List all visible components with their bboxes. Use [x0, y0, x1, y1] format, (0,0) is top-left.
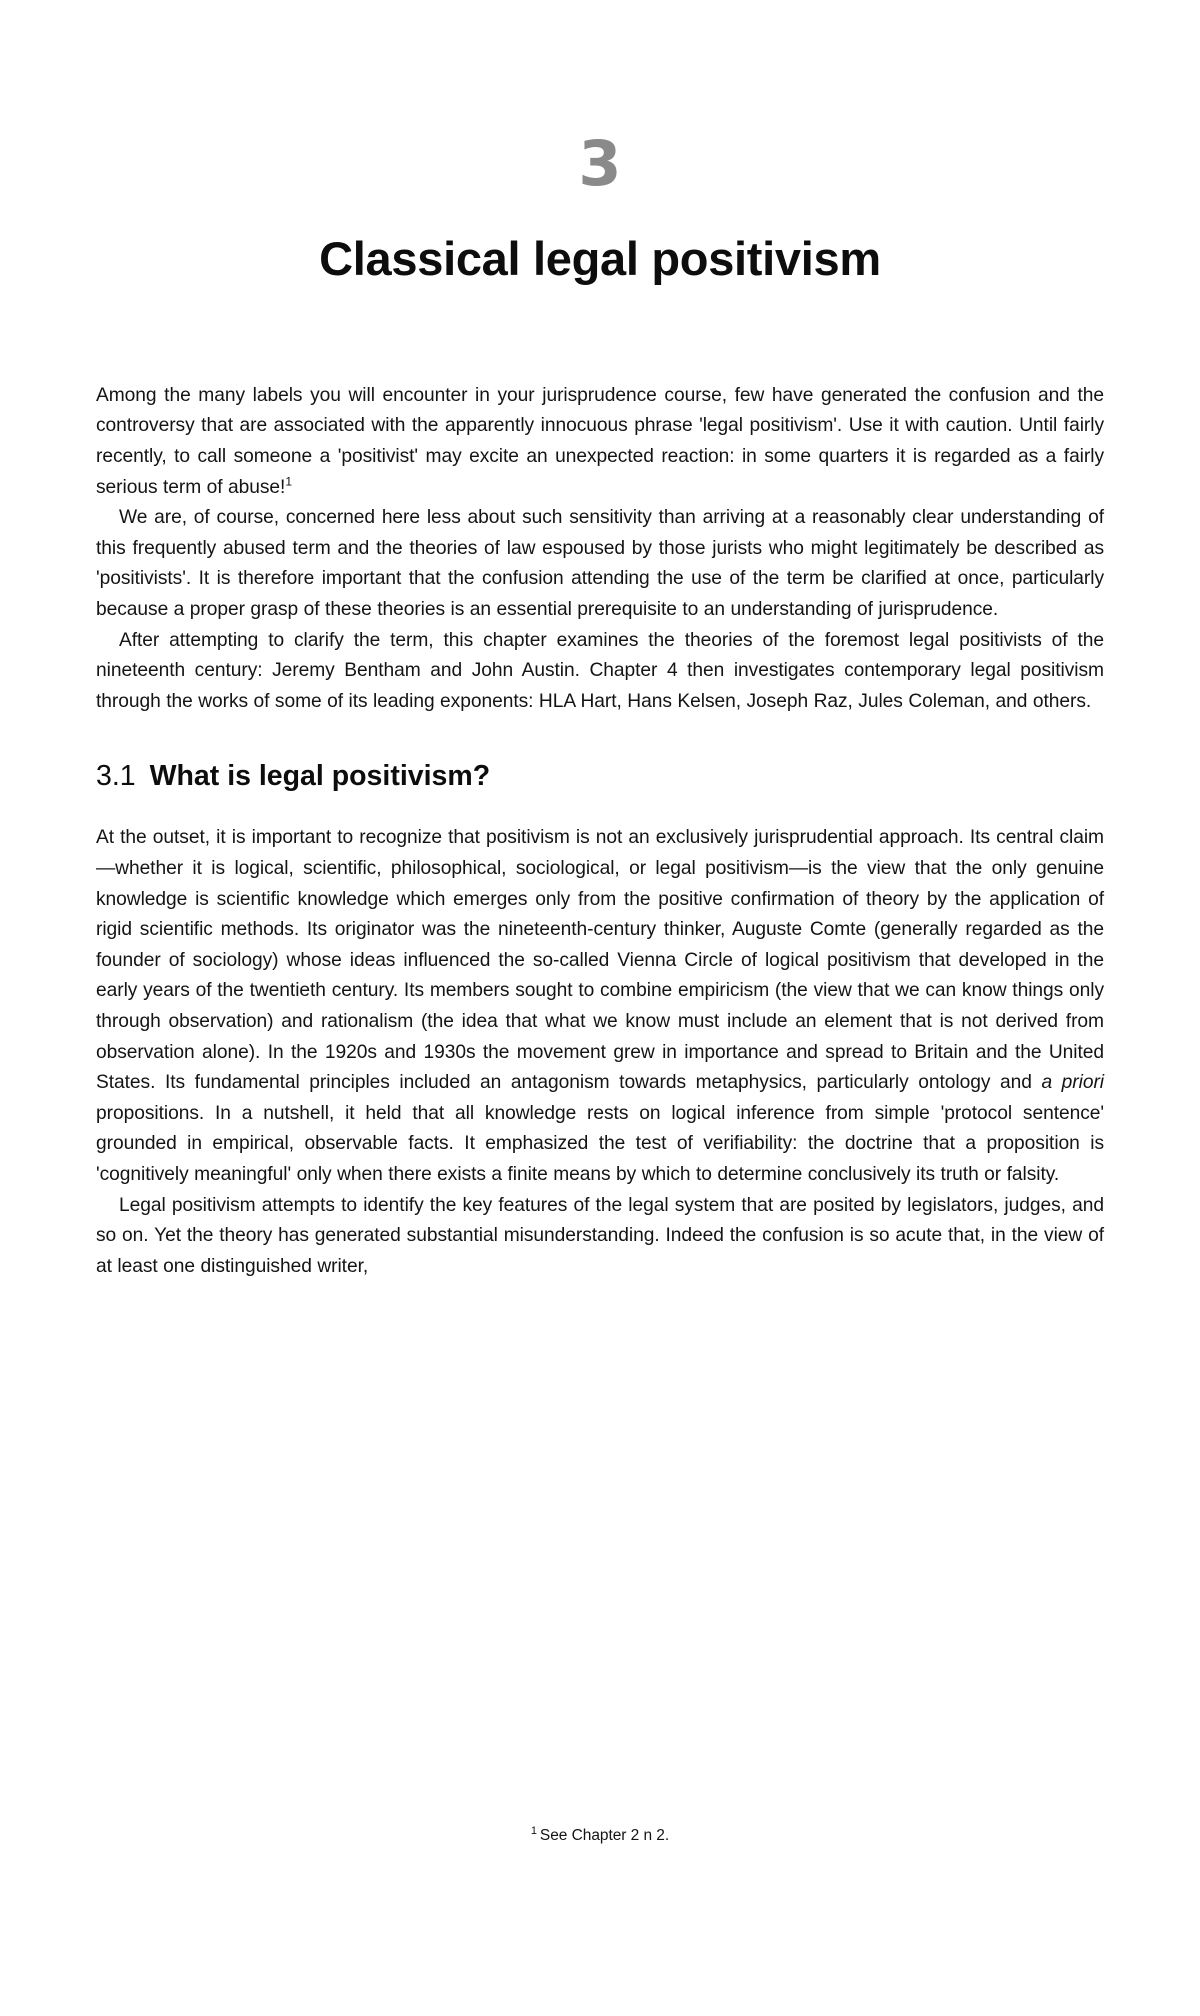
section-number: 3.1	[96, 760, 136, 793]
paragraph-3: After attempting to clarify the term, this chapter examines the theories of the foremost legal positivists of the nineteenth century: Jeremy Bentham and John Austin. Chapter 4 then investigates contemporary legal positivism through the works of some of its leading exponents: HLA Hart, Hans Kelsen, Joseph Raz, Jules Coleman, and others.	[96, 629, 1104, 712]
chapter-number: 3	[578, 127, 622, 200]
footnote-1	[96, 1826, 1104, 1846]
section-paragraph-2: Legal positivism attempts to identify the key features of the legal system that are posited by legislators, judges, and so on. Yet the theory has generated substantial misunderstanding. Indeed the confusion is so acute that, in the view of at least one distinguished writer,	[96, 1194, 1104, 1277]
footnote-area	[96, 1826, 1104, 1846]
intro-body	[96, 381, 1104, 718]
footnote-marker-icon: 1	[530, 1824, 537, 1837]
section-paragraph-1-part-2: propositions. In a nutshell, it held that all knowledge rests on logical inference from simple 'protocol sentence' grounded in empirical, observable facts. It emphasized the test of verifiability: the doctrine that a proposition is 'cognitively meaningful' only when there exists a finite means by which to determine conclusively its truth or falsity.	[96, 1102, 1104, 1185]
paragraph-2: We are, of course, concerned here less about such sensitivity than arriving at a reasonably clear understanding of this frequently abused term and the theories of law espoused by those jurists who might legitimately be described as 'positivists'. It is therefore important that the confusion attending the use of the term be clarified at once, particularly because a proper grasp of these theories is an essential prerequisite to an understanding of jurisprudence.	[96, 507, 1104, 620]
paragraph-1-text: Among the many labels you will encounter in your jurisprudence course, few have generated the confusion and the controversy that are associated with the apparently innocuous phrase 'legal positivism'. Use it with caution. Until fairly recently, to call someone a 'positivist' may excite an unexpected reaction: in some quarters it is regarded as a fairly serious term of abuse!	[96, 384, 1104, 498]
footnote-reference-1[interactable]: 1	[285, 474, 292, 489]
section-body	[96, 823, 1104, 1282]
footnote-text: See Chapter 2 n 2.	[539, 1827, 670, 1844]
section-title: What is legal positivism?	[149, 760, 491, 793]
chapter-title: Classical legal positivism	[319, 232, 881, 285]
paragraph-1	[96, 381, 1104, 503]
section-heading-3-1	[96, 759, 1104, 793]
latin-phrase-a-priori: a priori	[1041, 1072, 1105, 1094]
section-paragraph-1	[96, 823, 1104, 1190]
page-content	[96, 0, 1104, 1282]
section-paragraph-1-part-1: At the outset, it is important to recognize that positivism is not an exclusively jurisprudential approach. Its central claim—whether it is logical, scientific, philosophical, sociological, or legal positivism—is the view that the only genuine knowledge is scientific knowledge which emerges only from the positive confirmation of theory by the application of rigid scientific methods. Its originator was the nineteenth-century thinker, Auguste Comte (generally regarded as the founder of sociology) whose ideas influenced the so-called Vienna Circle of logical positivism that developed in the early years of the twentieth century. Its members sought to combine empiricism (the view that we can know things only through observation) and rationalism (the idea that what we know must include an element that is not derived from observation alone). In the 1920s and 1930s the movement grew in importance and spread to Britain and the United States. Its fundamental principles included an antagonism towards metaphysics, particularly ontology and	[96, 827, 1104, 1094]
